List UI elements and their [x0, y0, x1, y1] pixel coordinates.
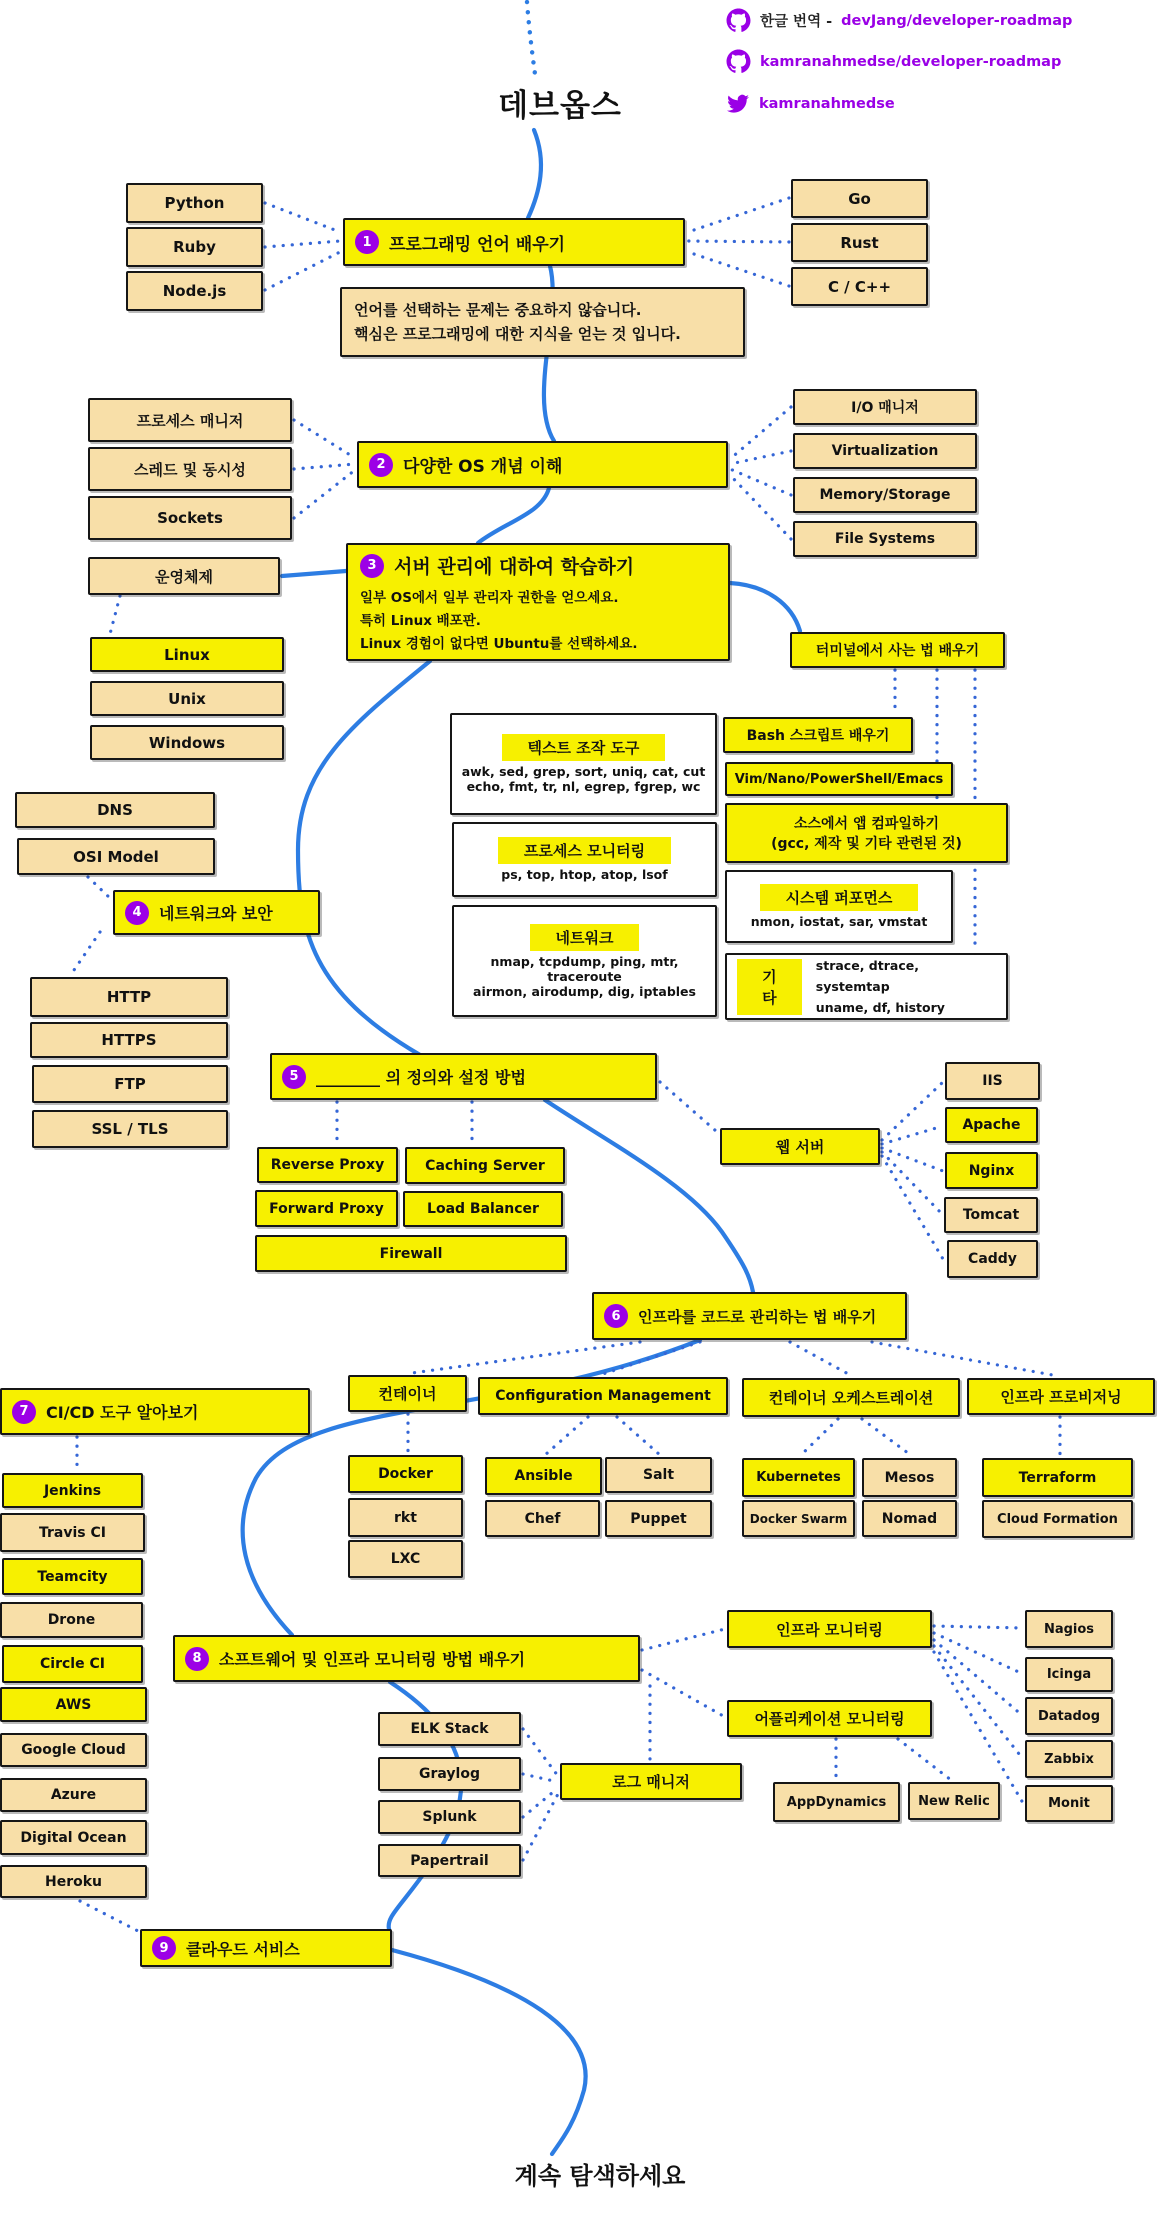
section-6-infrastructure-as-code-label: 인프라를 코드로 관리하는 법 배우기 — [638, 1307, 877, 1326]
group-others — [725, 953, 1008, 1020]
node-reverse-proxy-label: Reverse Proxy — [270, 1157, 385, 1173]
node-jenkins-label: Jenkins — [43, 1482, 102, 1499]
section-7-cicd-tools — [0, 1388, 310, 1435]
node-icinga-label: Icinga — [1046, 1667, 1092, 1682]
node-rkt — [348, 1498, 463, 1537]
text-line: (gcc, 제작 및 기타 관련된 것) — [771, 836, 962, 852]
section-3-server-management-label: 서버 관리에 대하여 학습하기 — [394, 556, 635, 578]
node-live-in-terminal — [790, 632, 1005, 668]
node-appdynamics — [773, 1782, 900, 1822]
node-kubernetes — [742, 1458, 855, 1497]
section-9-cloud-services-label: 클라우드 서비스 — [186, 1939, 300, 1959]
section-2-os-concepts-label: 다양한 OS 개념 이해 — [403, 457, 563, 477]
node-nomad — [862, 1500, 957, 1537]
node-rkt-label: rkt — [394, 1509, 417, 1526]
node-caddy — [947, 1240, 1038, 1278]
node-docker-label: Docker — [378, 1466, 433, 1482]
node-elk-stack-label: ELK Stack — [410, 1721, 489, 1737]
node-elk-stack — [378, 1712, 521, 1746]
node-puppet-label: Puppet — [630, 1510, 687, 1527]
node-load-balancer-label: Load Balancer — [427, 1201, 539, 1217]
node-zabbix — [1025, 1740, 1113, 1778]
node-tomcat — [944, 1197, 1038, 1233]
node-circle-ci — [2, 1645, 143, 1683]
text-line: ps, top, htop, atop, lsof — [501, 867, 668, 882]
node-firewall — [255, 1235, 567, 1272]
node-web-server — [720, 1128, 880, 1165]
node-nginx-label: Nginx — [968, 1162, 1015, 1179]
node-container-orchestration-category-label: 컨테이너 오케스트레이션 — [768, 1389, 934, 1407]
section-1-learn-programming-language — [343, 218, 685, 266]
node-travis-ci — [0, 1513, 145, 1552]
node-drone-label: Drone — [47, 1612, 96, 1628]
node-log-manager — [560, 1763, 742, 1800]
node-file-systems-label: File Systems — [834, 531, 936, 547]
node-mesos-label: Mesos — [884, 1469, 935, 1486]
node-salt — [605, 1457, 712, 1493]
node-nginx — [945, 1152, 1038, 1189]
text-line: uname, df, history — [815, 1000, 945, 1016]
node-travis-ci-label: Travis CI — [39, 1524, 106, 1541]
node-kubernetes-label: Kubernetes — [756, 1470, 841, 1485]
page-title: 데브옵스 — [498, 88, 622, 124]
node-iis — [945, 1062, 1040, 1100]
node-osi-model-label: OSI Model — [73, 847, 159, 866]
node-zabbix-label: Zabbix — [1044, 1751, 1094, 1767]
node-apache — [945, 1107, 1038, 1143]
node-caddy-label: Caddy — [968, 1251, 1017, 1267]
node-nodejs — [126, 271, 263, 311]
node-new-relic-label: New Relic — [918, 1793, 990, 1809]
node-ftp-label: FTP — [114, 1075, 146, 1093]
text-lines — [816, 955, 996, 1019]
text-line: 핵심은 프로그래밍에 대한 지식을 얻는 것 입니다. — [354, 325, 681, 343]
text-line: nmon, iostat, sar, vmstat — [750, 914, 928, 929]
section-number-badge: 5 — [282, 1065, 306, 1089]
node-load-balancer — [403, 1191, 563, 1227]
node-appdynamics-label: AppDynamics — [786, 1794, 887, 1810]
node-icinga — [1025, 1657, 1113, 1692]
text-line: echo, fmt, tr, nl, egrep, fgrep, wc — [466, 779, 701, 794]
link-prefix: 한글 번역 - — [760, 14, 833, 30]
node-aws-label: AWS — [55, 1696, 92, 1713]
github-icon — [726, 8, 751, 33]
group-network-tools — [452, 905, 717, 1017]
node-go-label: Go — [848, 189, 871, 208]
node-osi-model — [17, 838, 215, 875]
node-circle-ci-label: Circle CI — [40, 1656, 105, 1672]
text-line: 언어를 선택하는 문제는 중요하지 않습니다. — [354, 301, 642, 319]
section-number-badge: 6 — [604, 1304, 628, 1328]
node-azure — [0, 1778, 147, 1812]
node-papertrail-label: Papertrail — [410, 1852, 489, 1869]
group-header: 시스템 퍼포먼스 — [760, 884, 919, 911]
node-new-relic — [908, 1782, 1000, 1820]
node-docker — [348, 1455, 463, 1493]
link-repo: kamranahmedse/developer-roadmap — [760, 53, 1062, 70]
node-memory-storage — [793, 477, 977, 513]
group-header: 기타 — [737, 959, 802, 1015]
node-windows-label: Windows — [148, 733, 226, 752]
node-process-manager — [88, 398, 292, 442]
node-lxc — [348, 1540, 463, 1578]
section-4-network-security-label: 네트워크와 보안 — [159, 904, 273, 923]
group-header: 네트워크 — [530, 924, 640, 951]
text-lines — [751, 914, 928, 929]
node-rust — [791, 223, 928, 262]
node-graylog-label: Graylog — [419, 1766, 480, 1782]
github-link-translation[interactable] — [726, 8, 1072, 33]
node-nagios — [1025, 1610, 1113, 1648]
node-linux-label: Linux — [164, 645, 210, 664]
node-live-in-terminal-label: 터미널에서 사는 법 배우기 — [815, 643, 980, 659]
node-file-systems — [793, 521, 977, 557]
text-line: strace, dtrace, systemtap — [815, 957, 919, 994]
section-number-badge: 8 — [185, 1647, 209, 1671]
node-ruby — [126, 227, 263, 267]
github-icon — [726, 49, 751, 74]
section-number-badge: 7 — [12, 1400, 36, 1424]
node-tomcat-label: Tomcat — [962, 1207, 1020, 1223]
node-compile-from-source — [725, 803, 1008, 863]
text-line: Linux 경험이 없다면 Ubuntu를 선택하세요. — [360, 636, 638, 652]
text-lines — [360, 583, 638, 652]
section-9-cloud-services — [140, 1929, 392, 1967]
node-datadog — [1025, 1697, 1113, 1735]
text-line: 특히 Linux 배포판. — [360, 613, 481, 629]
node-containers-category-label: 컨테이너 — [378, 1385, 437, 1403]
node-virtualization — [793, 433, 977, 469]
node-ftp — [32, 1065, 228, 1103]
node-container-orchestration-category — [742, 1378, 960, 1417]
section-number-badge: 2 — [369, 453, 393, 477]
group-header: 프로세스 모니터링 — [498, 837, 671, 864]
node-aws — [0, 1687, 147, 1722]
node-reverse-proxy — [257, 1147, 398, 1183]
node-operating-system-label: 운영체제 — [155, 567, 213, 586]
node-ansible-label: Ansible — [514, 1468, 573, 1484]
node-caching-server — [405, 1147, 565, 1184]
node-google-cloud — [0, 1733, 147, 1767]
node-firewall-label: Firewall — [379, 1245, 443, 1262]
node-threads-concurrency-label: 스레드 및 동시성 — [134, 460, 246, 479]
node-log-manager-label: 로그 매니저 — [612, 1773, 690, 1791]
node-datadog-label: Datadog — [1037, 1708, 1101, 1724]
section-number-badge: 9 — [152, 1936, 176, 1960]
node-unix-label: Unix — [168, 689, 206, 708]
section-number-badge: 3 — [360, 554, 384, 578]
node-ansible — [485, 1457, 602, 1495]
text-line: awk, sed, grep, sort, uniq, cat, cut — [461, 764, 706, 779]
node-https — [30, 1022, 228, 1058]
node-monit — [1025, 1785, 1113, 1822]
node-papertrail — [378, 1844, 521, 1877]
node-splunk-label: Splunk — [422, 1809, 477, 1825]
section-8-monitoring-label: 소프트웨어 및 인프라 모니터링 방법 배우기 — [219, 1650, 526, 1669]
node-http-label: HTTP — [106, 988, 152, 1006]
node-io-manager — [793, 389, 977, 425]
section-4-network-security — [113, 890, 320, 935]
note-language-choice — [340, 287, 745, 357]
node-sockets-label: Sockets — [157, 509, 223, 527]
node-puppet — [605, 1500, 712, 1537]
node-ruby-label: Ruby — [173, 238, 216, 256]
text-lines — [462, 764, 706, 794]
node-digital-ocean — [0, 1820, 147, 1855]
node-configuration-management-category — [478, 1377, 728, 1415]
node-unix — [90, 681, 284, 716]
node-io-manager-label: I/O 매니저 — [851, 400, 919, 416]
section-5-setup-definition-label: ________ 의 정의와 설정 방법 — [316, 1068, 526, 1087]
node-windows — [90, 725, 284, 760]
section-number-badge: 1 — [355, 230, 379, 254]
node-jenkins — [2, 1473, 143, 1508]
node-digital-ocean-label: Digital Ocean — [20, 1829, 127, 1846]
node-http — [30, 977, 228, 1017]
section-5-setup-definition — [270, 1053, 657, 1100]
node-bash-scripting — [723, 717, 913, 753]
node-threads-concurrency — [88, 447, 292, 491]
node-iis-label: IIS — [982, 1073, 1003, 1089]
node-docker-swarm — [742, 1500, 855, 1537]
node-docker-swarm-label: Docker Swarm — [749, 1511, 848, 1526]
node-drone — [0, 1602, 143, 1638]
node-application-monitoring — [727, 1700, 932, 1737]
node-ssl-tls-label: SSL / TLS — [91, 1120, 169, 1138]
node-process-manager-label: 프로세스 매니저 — [136, 411, 244, 430]
node-sockets — [88, 496, 292, 540]
section-3-server-management — [346, 543, 730, 661]
node-chef — [485, 1500, 600, 1537]
text-line: 일부 OS에서 일부 관리자 권한을 얻으세요. — [360, 590, 619, 606]
node-memory-storage-label: Memory/Storage — [819, 487, 951, 503]
node-lxc-label: LXC — [390, 1551, 421, 1567]
node-heroku — [0, 1865, 147, 1898]
group-process-monitoring — [452, 822, 717, 897]
node-infra-provisioning-category-label: 인프라 프로비저닝 — [1000, 1388, 1122, 1406]
node-rust-label: Rust — [840, 233, 879, 252]
node-linux — [90, 637, 284, 672]
node-terraform — [982, 1458, 1133, 1497]
node-c-cpp-label: C / C++ — [827, 277, 892, 296]
node-https-label: HTTPS — [101, 1031, 157, 1049]
node-graylog — [378, 1757, 521, 1791]
node-go — [791, 179, 928, 218]
text-lines — [771, 813, 962, 853]
node-infra-monitoring — [727, 1610, 932, 1648]
section-6-infrastructure-as-code — [592, 1292, 907, 1340]
section-7-cicd-tools-label: CI/CD 도구 알아보기 — [46, 1403, 199, 1422]
node-operating-system — [88, 557, 280, 595]
node-azure-label: Azure — [50, 1787, 97, 1803]
text-line: nmap, tcpdump, ping, mtr, traceroute — [490, 953, 679, 984]
node-nomad-label: Nomad — [881, 1510, 938, 1527]
node-cloud-formation-label: Cloud Formation — [997, 1511, 1118, 1527]
node-infra-provisioning-category — [967, 1378, 1155, 1415]
node-bash-scripting-label: Bash 스크립트 배우기 — [746, 728, 890, 744]
node-python — [126, 183, 263, 223]
node-python-label: Python — [164, 194, 225, 212]
node-google-cloud-label: Google Cloud — [21, 1742, 126, 1758]
section-heading — [360, 552, 634, 579]
node-dns — [15, 792, 215, 828]
node-virtualization-label: Virtualization — [831, 443, 939, 459]
node-dns-label: DNS — [97, 801, 133, 819]
section-number-badge: 4 — [125, 901, 149, 925]
text-lines — [501, 867, 667, 882]
node-salt-label: Salt — [642, 1467, 675, 1483]
twitter-link[interactable] — [726, 92, 895, 116]
node-infra-monitoring-label: 인프라 모니터링 — [776, 1620, 883, 1639]
node-caching-server-label: Caching Server — [425, 1157, 545, 1174]
node-forward-proxy — [255, 1190, 398, 1227]
twitter-icon — [726, 92, 750, 116]
text-lines — [458, 954, 711, 999]
node-heroku-label: Heroku — [44, 1873, 102, 1890]
footer-text: 계속 탐색하세요 — [514, 2162, 686, 2190]
node-containers-category — [348, 1375, 467, 1412]
node-teamcity — [2, 1558, 143, 1595]
github-link-original[interactable] — [726, 49, 1061, 74]
section-8-monitoring — [173, 1635, 640, 1682]
group-text-manipulation — [450, 713, 717, 815]
node-editors-label: Vim/Nano/PowerShell/Emacs — [734, 771, 944, 787]
node-teamcity-label: Teamcity — [37, 1568, 108, 1585]
node-application-monitoring-label: 어플리케이션 모니터링 — [754, 1710, 905, 1728]
node-nodejs-label: Node.js — [162, 282, 227, 300]
node-splunk — [378, 1800, 521, 1834]
group-header: 텍스트 조작 도구 — [502, 734, 666, 761]
node-configuration-management-category-label: Configuration Management — [495, 1388, 711, 1404]
text-line: 소스에서 앱 컴파일하기 — [793, 816, 939, 832]
node-editors — [725, 762, 953, 796]
text-lines — [354, 298, 681, 346]
link-repo: devJang/developer-roadmap — [841, 12, 1073, 29]
link-handle: kamranahmedse — [759, 96, 895, 112]
node-nagios-label: Nagios — [1043, 1621, 1095, 1637]
section-2-os-concepts — [357, 441, 728, 488]
node-ssl-tls — [32, 1110, 228, 1148]
group-system-performance — [725, 870, 953, 943]
node-forward-proxy-label: Forward Proxy — [269, 1200, 384, 1217]
node-terraform-label: Terraform — [1018, 1469, 1097, 1486]
node-monit-label: Monit — [1048, 1796, 1090, 1811]
node-apache-label: Apache — [962, 1117, 1021, 1133]
node-cloud-formation — [982, 1500, 1133, 1538]
node-chef-label: Chef — [524, 1510, 561, 1527]
node-c-cpp — [791, 267, 928, 306]
node-mesos — [862, 1458, 957, 1497]
section-1-learn-programming-language-label: 프로그래밍 언어 배우기 — [389, 234, 566, 255]
node-web-server-label: 웹 서버 — [775, 1138, 825, 1156]
text-line: airmon, airodump, dig, iptables — [473, 983, 696, 999]
